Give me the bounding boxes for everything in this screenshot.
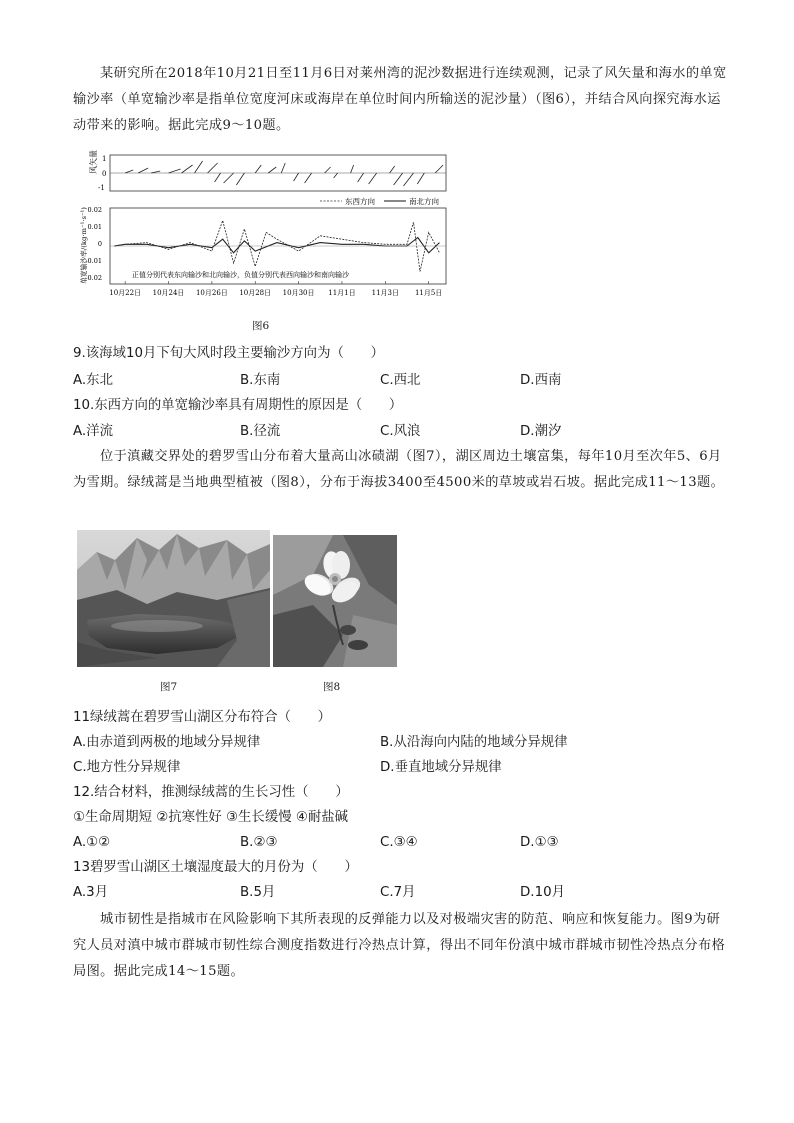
wind-vector xyxy=(151,171,160,173)
wind-vector xyxy=(417,173,424,184)
question-10-options xyxy=(73,420,713,444)
flux-note: 正值分别代表东向输沙和北向输沙，负值分别代表西向输沙和南向输沙 xyxy=(132,271,349,279)
flux-tick: 0.01 xyxy=(87,223,102,231)
wind-vector xyxy=(305,173,312,183)
q12-option-c[interactable]: C.③④ xyxy=(380,835,418,850)
x-tick-label: 10月24日 xyxy=(152,289,185,297)
q11-option-a[interactable]: A.由赤道到两极的地域分异规律 xyxy=(73,735,261,750)
wind-vectors xyxy=(125,161,443,186)
figure-7-caption: 图7 xyxy=(160,681,178,693)
series-line-ns xyxy=(114,238,439,253)
intro-paragraph-3: 城市韧性是指城市在风险影响下其所表现的反弹能力以及对极端灾害的防范、响应和恢复能力。图9为研究人员对滇中城市群城市韧性综合测度指数进行冷热点计算，得出不同年份滇中城市群城市韧性冷热点分布格局图。据此完成14～15题。 xyxy=(73,912,726,979)
wind-vector xyxy=(195,161,203,173)
wind-vector xyxy=(208,163,218,173)
wind-vector xyxy=(182,165,193,173)
wind-vector xyxy=(236,173,244,185)
question-11-options-row1 xyxy=(73,731,713,755)
x-tick-label: 10月30日 xyxy=(282,289,315,297)
q9-option-d[interactable]: D.西南 xyxy=(520,373,562,388)
wind-tick: -1 xyxy=(98,184,105,192)
wind-vector xyxy=(138,168,148,173)
intro-paragraph-1: 某研究所在2018年10月21日至11月6日对莱州湾的泥沙数据进行连续观测，记录了风矢量和海水的单宽输沙率（单宽输沙率是指单位宽度河床或海岸在单位时间内所输送的泥沙量）（图6），并结合风向探究海水运动带来的影响。据此完成9～10题。 xyxy=(73,66,727,133)
x-tick-label: 11月3日 xyxy=(371,289,399,297)
question-9-stem: 9.该海域10月下旬大风时段主要输沙方向为（ ） xyxy=(73,346,385,361)
wind-vector xyxy=(369,173,377,184)
wind-vector xyxy=(351,165,354,173)
wind-vector xyxy=(334,173,338,178)
x-tick-label: 11月5日 xyxy=(414,289,443,297)
q13-option-b[interactable]: B.5月 xyxy=(240,885,276,900)
q11-option-b[interactable]: B.从沿海向内陆的地域分异规律 xyxy=(380,735,568,750)
flux-tick: -0.01 xyxy=(85,257,102,265)
wind-vector xyxy=(255,165,261,173)
q10-option-b[interactable]: B.径流 xyxy=(240,424,281,439)
q13-option-a[interactable]: A.3月 xyxy=(73,885,109,900)
q9-option-a[interactable]: A.东北 xyxy=(73,373,113,388)
q11-option-d[interactable]: D.垂直地域分异规律 xyxy=(380,760,502,775)
q13-option-c[interactable]: C.7月 xyxy=(380,885,416,900)
q12-option-b[interactable]: B.②③ xyxy=(240,835,278,850)
wind-vector xyxy=(403,173,413,186)
wind-tick: 0 xyxy=(102,170,107,178)
figure-8-photo xyxy=(273,535,397,667)
figure-7-photo xyxy=(77,530,270,667)
flux-tick: 0 xyxy=(97,240,102,248)
question-9-options xyxy=(73,369,713,393)
q12-option-a[interactable]: A.①② xyxy=(73,835,111,850)
x-tick-label: 10月22日 xyxy=(109,289,142,297)
wind-vector xyxy=(325,167,331,173)
q11-option-c[interactable]: C.地方性分异规律 xyxy=(73,760,181,775)
wind-vector xyxy=(390,166,395,173)
wind-ylabel: 风矢量 xyxy=(89,150,98,174)
question-11-stem: 11绿绒蒿在碧罗雪山湖区分布符合（ ） xyxy=(73,710,332,725)
q10-option-a[interactable]: A.洋流 xyxy=(73,424,113,439)
wind-vector xyxy=(394,173,403,185)
q13-option-d[interactable]: D.10月 xyxy=(520,885,565,900)
wind-vector xyxy=(435,165,443,173)
wind-vector xyxy=(281,163,285,173)
flux-tick: -0.02 xyxy=(85,274,102,282)
intro-paragraph-2: 位于滇藏交界处的碧罗雪山分布着大量高山冰碛湖（图7），湖区周边土壤富集，每年10月至次年5、6月为雪期。绿绒蒿是当地典型植被（图8），分布于海拔3400至4500米的草坡或岩石坡。据此完成11～13题。 xyxy=(73,449,725,490)
wind-vector xyxy=(268,167,276,173)
question-12-items: ①生命周期短 ②抗寒性好 ③生长缓慢 ④耐盐碱 xyxy=(73,810,349,825)
wind-vector xyxy=(125,170,133,173)
flux-ylabel: 单宽输沙率/(kg·m⁻¹·s⁻¹) xyxy=(80,207,88,284)
flux-series xyxy=(110,221,446,272)
q9-option-b[interactable]: B.东南 xyxy=(240,373,281,388)
x-tick-label: 10月28日 xyxy=(239,289,272,297)
wind-vector xyxy=(358,173,364,182)
flux-tick: 0.02 xyxy=(87,206,102,214)
x-axis-ticks xyxy=(109,281,442,297)
legend-ew-label: 东西方向 xyxy=(345,197,375,206)
legend-ns-label: 南北方向 xyxy=(409,197,439,206)
wind-vector xyxy=(224,173,234,183)
q10-option-c[interactable]: C.风浪 xyxy=(380,424,421,439)
figure-6-chart xyxy=(80,150,460,300)
question-10-stem: 10.东西方向的单宽输沙率具有周期性的原因是（ ） xyxy=(73,398,403,413)
question-13-stem: 13碧罗雪山湖区土壤湿度最大的月份为（ ） xyxy=(73,860,358,875)
q9-option-c[interactable]: C.西北 xyxy=(380,373,421,388)
figure-6-caption: 图6 xyxy=(252,320,270,332)
question-12-options xyxy=(73,831,713,855)
wind-tick: 1 xyxy=(102,155,107,163)
wind-vector xyxy=(169,169,181,173)
x-tick-label: 10月26日 xyxy=(195,289,228,297)
question-13-options xyxy=(73,881,713,905)
question-12-stem: 12.结合材料，推测绿绒蒿的生长习性（ ） xyxy=(73,785,349,800)
figure-8-caption: 图8 xyxy=(323,681,341,693)
question-11-options-row2 xyxy=(73,756,713,780)
x-tick-label: 11月1日 xyxy=(328,289,356,297)
wind-vector xyxy=(215,173,221,182)
q10-option-d[interactable]: D.潮汐 xyxy=(520,424,562,439)
wind-vector xyxy=(294,173,299,181)
q12-option-d[interactable]: D.①③ xyxy=(520,835,559,850)
